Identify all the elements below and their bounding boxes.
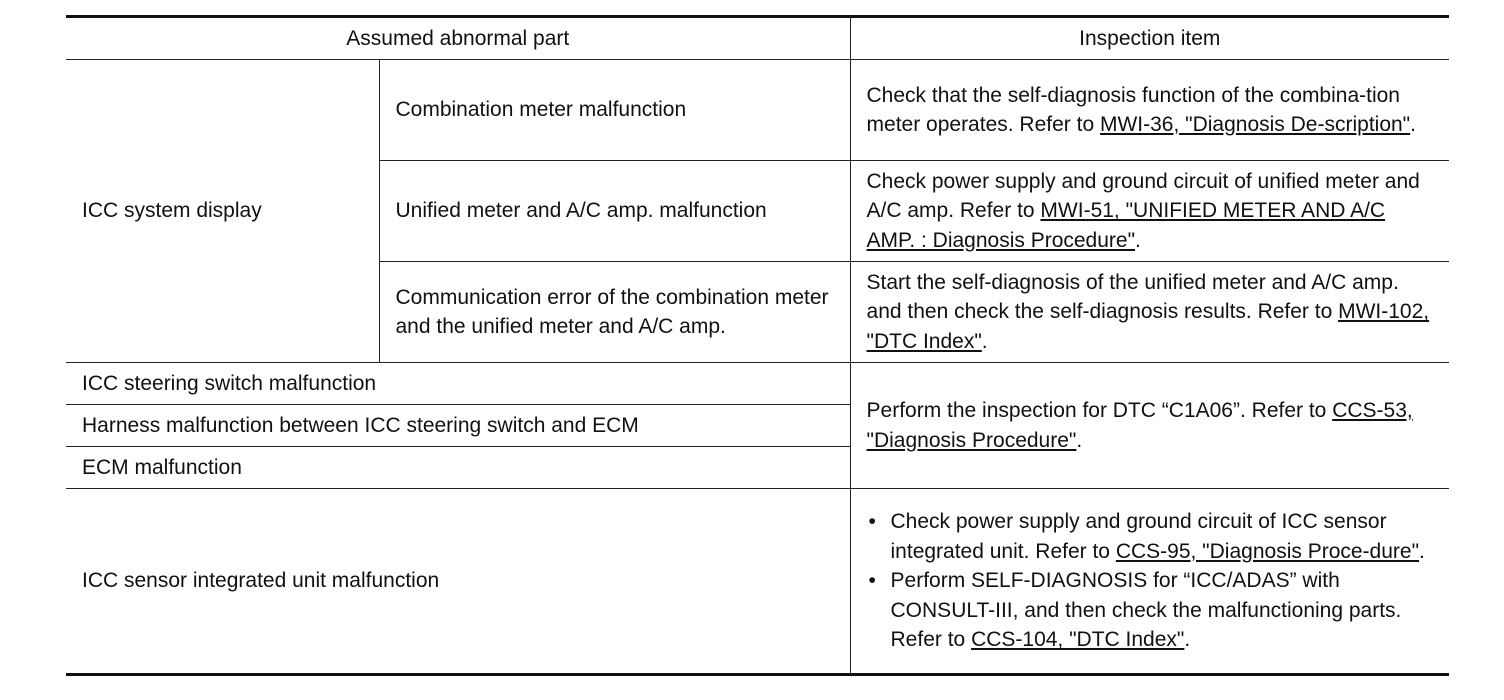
inspection-icc-sensor-unit: [850, 489, 1449, 675]
ref-link-mwi-51[interactable]: MWI-51, "UNIFIED METER AND A/C AMP. : Diagnosis Procedure": [866, 199, 1386, 252]
part-icc-steering-switch: ICC steering switch malfunction: [66, 363, 850, 405]
inspection-text: Check power supply and ground circuit of unified meter and A/C amp. Refer to: [866, 169, 1420, 223]
diagnosis-table: [66, 15, 1449, 676]
part-unified-meter: Unified meter and A/C amp. malfunction: [379, 161, 850, 262]
header-assumed-abnormal-part: Assumed abnormal part: [66, 17, 850, 60]
part-icc-sensor-unit: ICC sensor integrated unit malfunction: [66, 489, 850, 675]
ref-link-ccs-53[interactable]: CCS-53, "Diagnosis Procedure": [866, 399, 1413, 452]
inspection-text: Perform the inspection for DTC “C1A06”. Refer to: [866, 399, 1333, 422]
part-harness-malfunction: Harness malfunction between ICC steering switch and ECM: [66, 405, 850, 447]
inspection-tail: .: [1076, 428, 1083, 452]
header-inspection-item: Inspection item: [850, 17, 1449, 60]
table-row: [66, 60, 1449, 161]
ref-link-mwi-36[interactable]: MWI-36, "Diagnosis De-scription": [1099, 113, 1411, 136]
group-icc-system-display: ICC system display: [66, 60, 379, 363]
inspection-tail: .: [981, 329, 988, 353]
inspection-dtc-c1a06: [850, 363, 1449, 489]
inspection-text: Start the self-diagnosis of the unified meter and A/C amp. and then check the self-diagnosis results. Refer to: [866, 270, 1399, 324]
inspection-unified-meter: [850, 161, 1449, 262]
inspection-tail: .: [1184, 628, 1191, 652]
inspection-bullet-list: [867, 507, 1434, 655]
ref-link-mwi-102[interactable]: MWI-102, "DTC Index": [866, 300, 1430, 353]
inspection-combination-meter: [850, 60, 1449, 161]
ref-link-ccs-95[interactable]: CCS-95, "Diagnosis Proce-dure": [1115, 539, 1420, 563]
inspection-tail: .: [1419, 539, 1425, 563]
inspection-text: Check that the self-diagnosis function of the combina-tion meter operates. Refer to: [866, 83, 1400, 136]
inspection-text: Perform SELF-DIAGNOSIS for “ICC/ADAS” with CONSULT-III, and then check the malfunctioning parts. Refer to: [890, 569, 1402, 652]
part-ecm-malfunction: ECM malfunction: [66, 447, 850, 489]
table-row: [66, 489, 1449, 675]
part-communication-error: Communication error of the combination meter and the unified meter and A/C amp.: [379, 262, 850, 363]
inspection-communication-error: [850, 262, 1449, 363]
part-combination-meter: Combination meter malfunction: [379, 60, 850, 161]
list-item: [867, 507, 1434, 566]
ref-link-ccs-104[interactable]: CCS-104, "DTC Index": [971, 628, 1185, 652]
table-header-row: [66, 17, 1449, 60]
list-item: [867, 566, 1434, 655]
inspection-text: Check power supply and ground circuit of ICC sensor integrated unit. Refer to: [890, 510, 1387, 563]
inspection-tail: .: [1410, 113, 1416, 136]
inspection-tail: .: [1135, 228, 1141, 252]
table-row: [66, 363, 1449, 405]
